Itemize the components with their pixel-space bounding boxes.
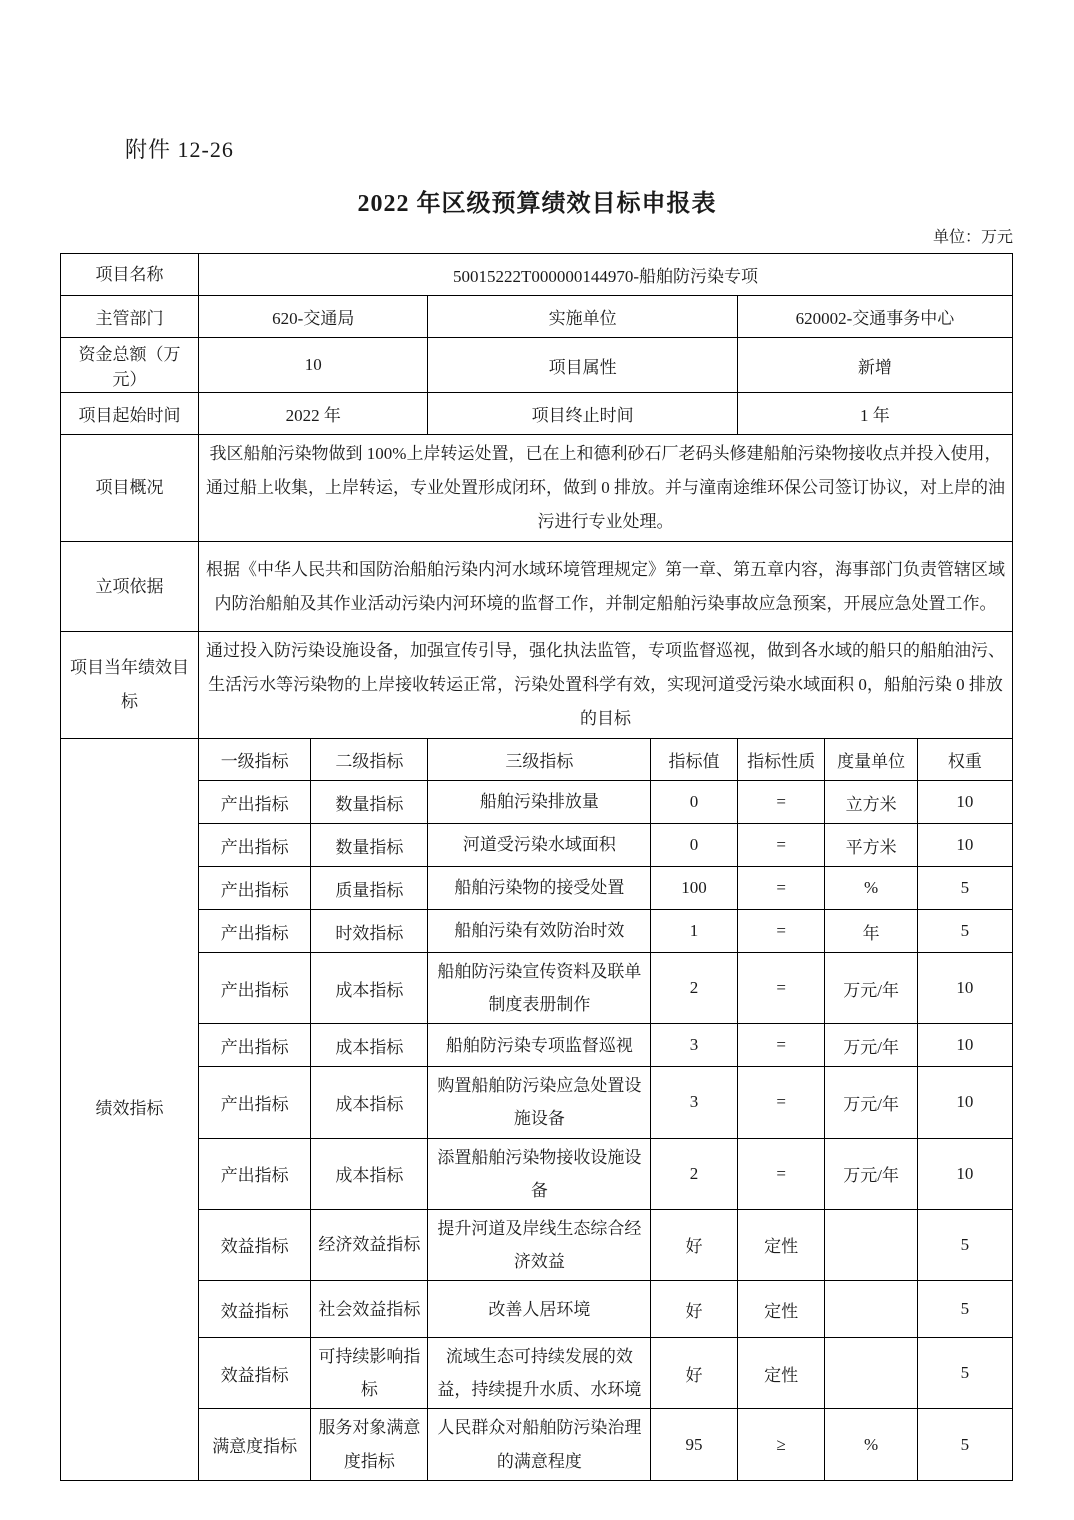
- indicator-level2: 数量指标: [311, 781, 428, 824]
- indicator-row: [61, 824, 1013, 867]
- start-date-value: 2022 年: [199, 393, 428, 435]
- indicator-weight: 10: [917, 1138, 1012, 1209]
- funds-row: [61, 338, 1013, 393]
- implementing-unit-label: 实施单位: [428, 296, 737, 338]
- indicator-level2: 时效指标: [311, 910, 428, 953]
- overview-label: 项目概况: [61, 435, 199, 542]
- annual-goal-label: 项目当年绩效目标: [61, 632, 199, 739]
- indicator-value: 3: [651, 1024, 738, 1067]
- indicator-nature: =: [737, 867, 825, 910]
- indicator-value: 95: [651, 1409, 738, 1480]
- indicator-value: 1: [651, 910, 738, 953]
- indicator-nature: ≥: [737, 1409, 825, 1480]
- indicator-unit: %: [825, 1409, 917, 1480]
- indicator-unit: 万元/年: [825, 953, 917, 1024]
- indicator-row: [61, 1209, 1013, 1280]
- indicator-value: 2: [651, 953, 738, 1024]
- indicator-level1: 产出指标: [199, 781, 311, 824]
- end-date-value: 1 年: [737, 393, 1012, 435]
- performance-indicators-label: 绩效指标: [61, 739, 199, 1481]
- indicator-value: 2: [651, 1138, 738, 1209]
- indicator-weight: 5: [917, 1281, 1012, 1338]
- indicator-nature: =: [737, 910, 825, 953]
- department-value: 620-交通局: [199, 296, 428, 338]
- indicator-row: [61, 1281, 1013, 1338]
- indicator-weight: 10: [917, 781, 1012, 824]
- indicator-level1: 满意度指标: [199, 1409, 311, 1480]
- department-label: 主管部门: [61, 296, 199, 338]
- overview-text: 我区船舶污染物做到 100%上岸转运处置，已在上和德利砂石厂老码头修建船舶污染物接收点并投入使用，通过船上收集，上岸转运，专业处置形成闭环，做到 0 排放。并与潼南途维环保公司签订协议，对上岸的油污进行专业处理。: [199, 435, 1013, 542]
- indicator-level1: 产出指标: [199, 1067, 311, 1138]
- indicator-level3: 船舶防污染宣传资料及联单制度表册制作: [428, 953, 651, 1024]
- basis-text: 根据《中华人民共和国防治船舶污染内河水域环境管理规定》第一章、第五章内容，海事部门负责管辖区域内防治船舶及其作业活动污染内河环境的监督工作，并制定船舶污染事故应急预案，开展应急处置工作。: [199, 542, 1013, 632]
- indicator-level3: 船舶污染排放量: [428, 781, 651, 824]
- indicator-weight: 5: [917, 1209, 1012, 1280]
- indicator-level1: 产出指标: [199, 1138, 311, 1209]
- indicator-value: 好: [651, 1209, 738, 1280]
- end-date-label: 项目终止时间: [428, 393, 737, 435]
- indicator-value: 好: [651, 1281, 738, 1338]
- indicator-nature: 定性: [737, 1209, 825, 1280]
- indicator-value: 3: [651, 1067, 738, 1138]
- indicator-row: [61, 1067, 1013, 1138]
- indicator-level1: 产出指标: [199, 1024, 311, 1067]
- indicator-level2: 数量指标: [311, 824, 428, 867]
- start-date-label: 项目起始时间: [61, 393, 199, 435]
- funds-value: 10: [199, 338, 428, 393]
- indicator-unit: [825, 1338, 917, 1409]
- page-title: 2022 年区级预算绩效目标申报表: [357, 191, 717, 217]
- indicator-unit: [825, 1281, 917, 1338]
- indicator-nature: =: [737, 781, 825, 824]
- annual-goal-text: 通过投入防污染设施设备，加强宣传引导，强化执法监管，专项监督巡视，做到各水域的船只的船舶油污、生活污水等污染物的上岸接收转运正常，污染处置科学有效，实现河道受污染水域面积 0，船舶污染 0 排放的目标: [199, 632, 1013, 739]
- project-name-label: 项目名称: [61, 254, 199, 296]
- indicator-level2: 社会效益指标: [311, 1281, 428, 1338]
- indicator-level2: 可持续影响指标: [311, 1338, 428, 1409]
- indicator-row: [61, 1024, 1013, 1067]
- indicator-value: 100: [651, 867, 738, 910]
- indicator-value: 0: [651, 781, 738, 824]
- dates-row: [61, 393, 1013, 435]
- indicator-nature: =: [737, 824, 825, 867]
- col-header-weight: 权重: [917, 739, 1012, 781]
- col-header-level1: 一级指标: [199, 739, 311, 781]
- project-attribute-label: 项目属性: [428, 338, 737, 393]
- indicator-weight: 10: [917, 824, 1012, 867]
- indicator-unit: 年: [825, 910, 917, 953]
- indicator-nature: 定性: [737, 1338, 825, 1409]
- indicator-unit: 立方米: [825, 781, 917, 824]
- indicator-unit: 万元/年: [825, 1024, 917, 1067]
- indicator-level2: 经济效益指标: [311, 1209, 428, 1280]
- indicator-row: [61, 953, 1013, 1024]
- basis-label: 立项依据: [61, 542, 199, 632]
- indicator-level3: 人民群众对船舶防污染治理的满意程度: [428, 1409, 651, 1480]
- indicator-level1: 效益指标: [199, 1281, 311, 1338]
- project-name-value: 50015222T000000144970-船舶防污染专项: [199, 254, 1013, 296]
- indicator-nature: =: [737, 1024, 825, 1067]
- indicator-level3: 添置船舶污染物接收设施设备: [428, 1138, 651, 1209]
- indicator-row: [61, 1138, 1013, 1209]
- indicator-weight: 5: [917, 867, 1012, 910]
- declaration-table: [60, 253, 1013, 1481]
- indicator-level3: 船舶污染物的接受处置: [428, 867, 651, 910]
- indicator-unit: 万元/年: [825, 1067, 917, 1138]
- indicator-level1: 产出指标: [199, 953, 311, 1024]
- indicator-value: 0: [651, 824, 738, 867]
- indicator-level2: 成本指标: [311, 1024, 428, 1067]
- project-name-row: [61, 254, 1013, 296]
- indicator-level2: 质量指标: [311, 867, 428, 910]
- indicator-value: 好: [651, 1338, 738, 1409]
- indicator-nature: =: [737, 953, 825, 1024]
- indicator-unit: [825, 1209, 917, 1280]
- indicator-unit: 万元/年: [825, 1138, 917, 1209]
- implementing-unit-value: 620002-交通事务中心: [737, 296, 1012, 338]
- indicator-level3: 购置船舶防污染应急处置设施设备: [428, 1067, 651, 1138]
- attachment-number: 附件 12-26: [125, 137, 234, 162]
- indicator-nature: =: [737, 1067, 825, 1138]
- col-header-level2: 二级指标: [311, 739, 428, 781]
- indicator-nature: 定性: [737, 1281, 825, 1338]
- indicator-unit: %: [825, 867, 917, 910]
- indicator-unit: 平方米: [825, 824, 917, 867]
- indicator-weight: 5: [917, 1338, 1012, 1409]
- indicator-level2: 成本指标: [311, 1067, 428, 1138]
- indicator-row: [61, 910, 1013, 953]
- indicator-weight: 5: [917, 910, 1012, 953]
- col-header-value: 指标值: [651, 739, 738, 781]
- indicator-level3: 流域生态可持续发展的效益，持续提升水质、水环境: [428, 1338, 651, 1409]
- indicator-weight: 10: [917, 1067, 1012, 1138]
- indicator-level1: 产出指标: [199, 824, 311, 867]
- indicator-row: [61, 1409, 1013, 1480]
- indicator-level1: 效益指标: [199, 1338, 311, 1409]
- indicator-row: [61, 781, 1013, 824]
- indicator-weight: 10: [917, 1024, 1012, 1067]
- indicator-level1: 产出指标: [199, 910, 311, 953]
- indicator-row: [61, 867, 1013, 910]
- indicator-weight: 5: [917, 1409, 1012, 1480]
- indicator-header-row: [61, 739, 1013, 781]
- indicator-level2: 服务对象满意度指标: [311, 1409, 428, 1480]
- indicator-level3: 船舶防污染专项监督巡视: [428, 1024, 651, 1067]
- funds-label: 资金总额（万元）: [61, 338, 199, 393]
- overview-row: [61, 435, 1013, 542]
- indicator-level3: 提升河道及岸线生态综合经济效益: [428, 1209, 651, 1280]
- indicator-level2: 成本指标: [311, 953, 428, 1024]
- indicator-level1: 效益指标: [199, 1209, 311, 1280]
- col-header-level3: 三级指标: [428, 739, 651, 781]
- indicator-level3: 船舶污染有效防治时效: [428, 910, 651, 953]
- annual-goal-row: [61, 632, 1013, 739]
- col-header-unit: 度量单位: [825, 739, 917, 781]
- indicator-level1: 产出指标: [199, 867, 311, 910]
- indicator-level2: 成本指标: [311, 1138, 428, 1209]
- basis-row: [61, 542, 1013, 632]
- unit-note: 单位：万元: [932, 229, 1013, 246]
- indicator-level3: 河道受污染水域面积: [428, 824, 651, 867]
- col-header-nature: 指标性质: [737, 739, 825, 781]
- indicator-row: [61, 1338, 1013, 1409]
- department-row: [61, 296, 1013, 338]
- indicator-nature: =: [737, 1138, 825, 1209]
- project-attribute-value: 新增: [737, 338, 1012, 393]
- indicator-weight: 10: [917, 953, 1012, 1024]
- indicator-level3: 改善人居环境: [428, 1281, 651, 1338]
